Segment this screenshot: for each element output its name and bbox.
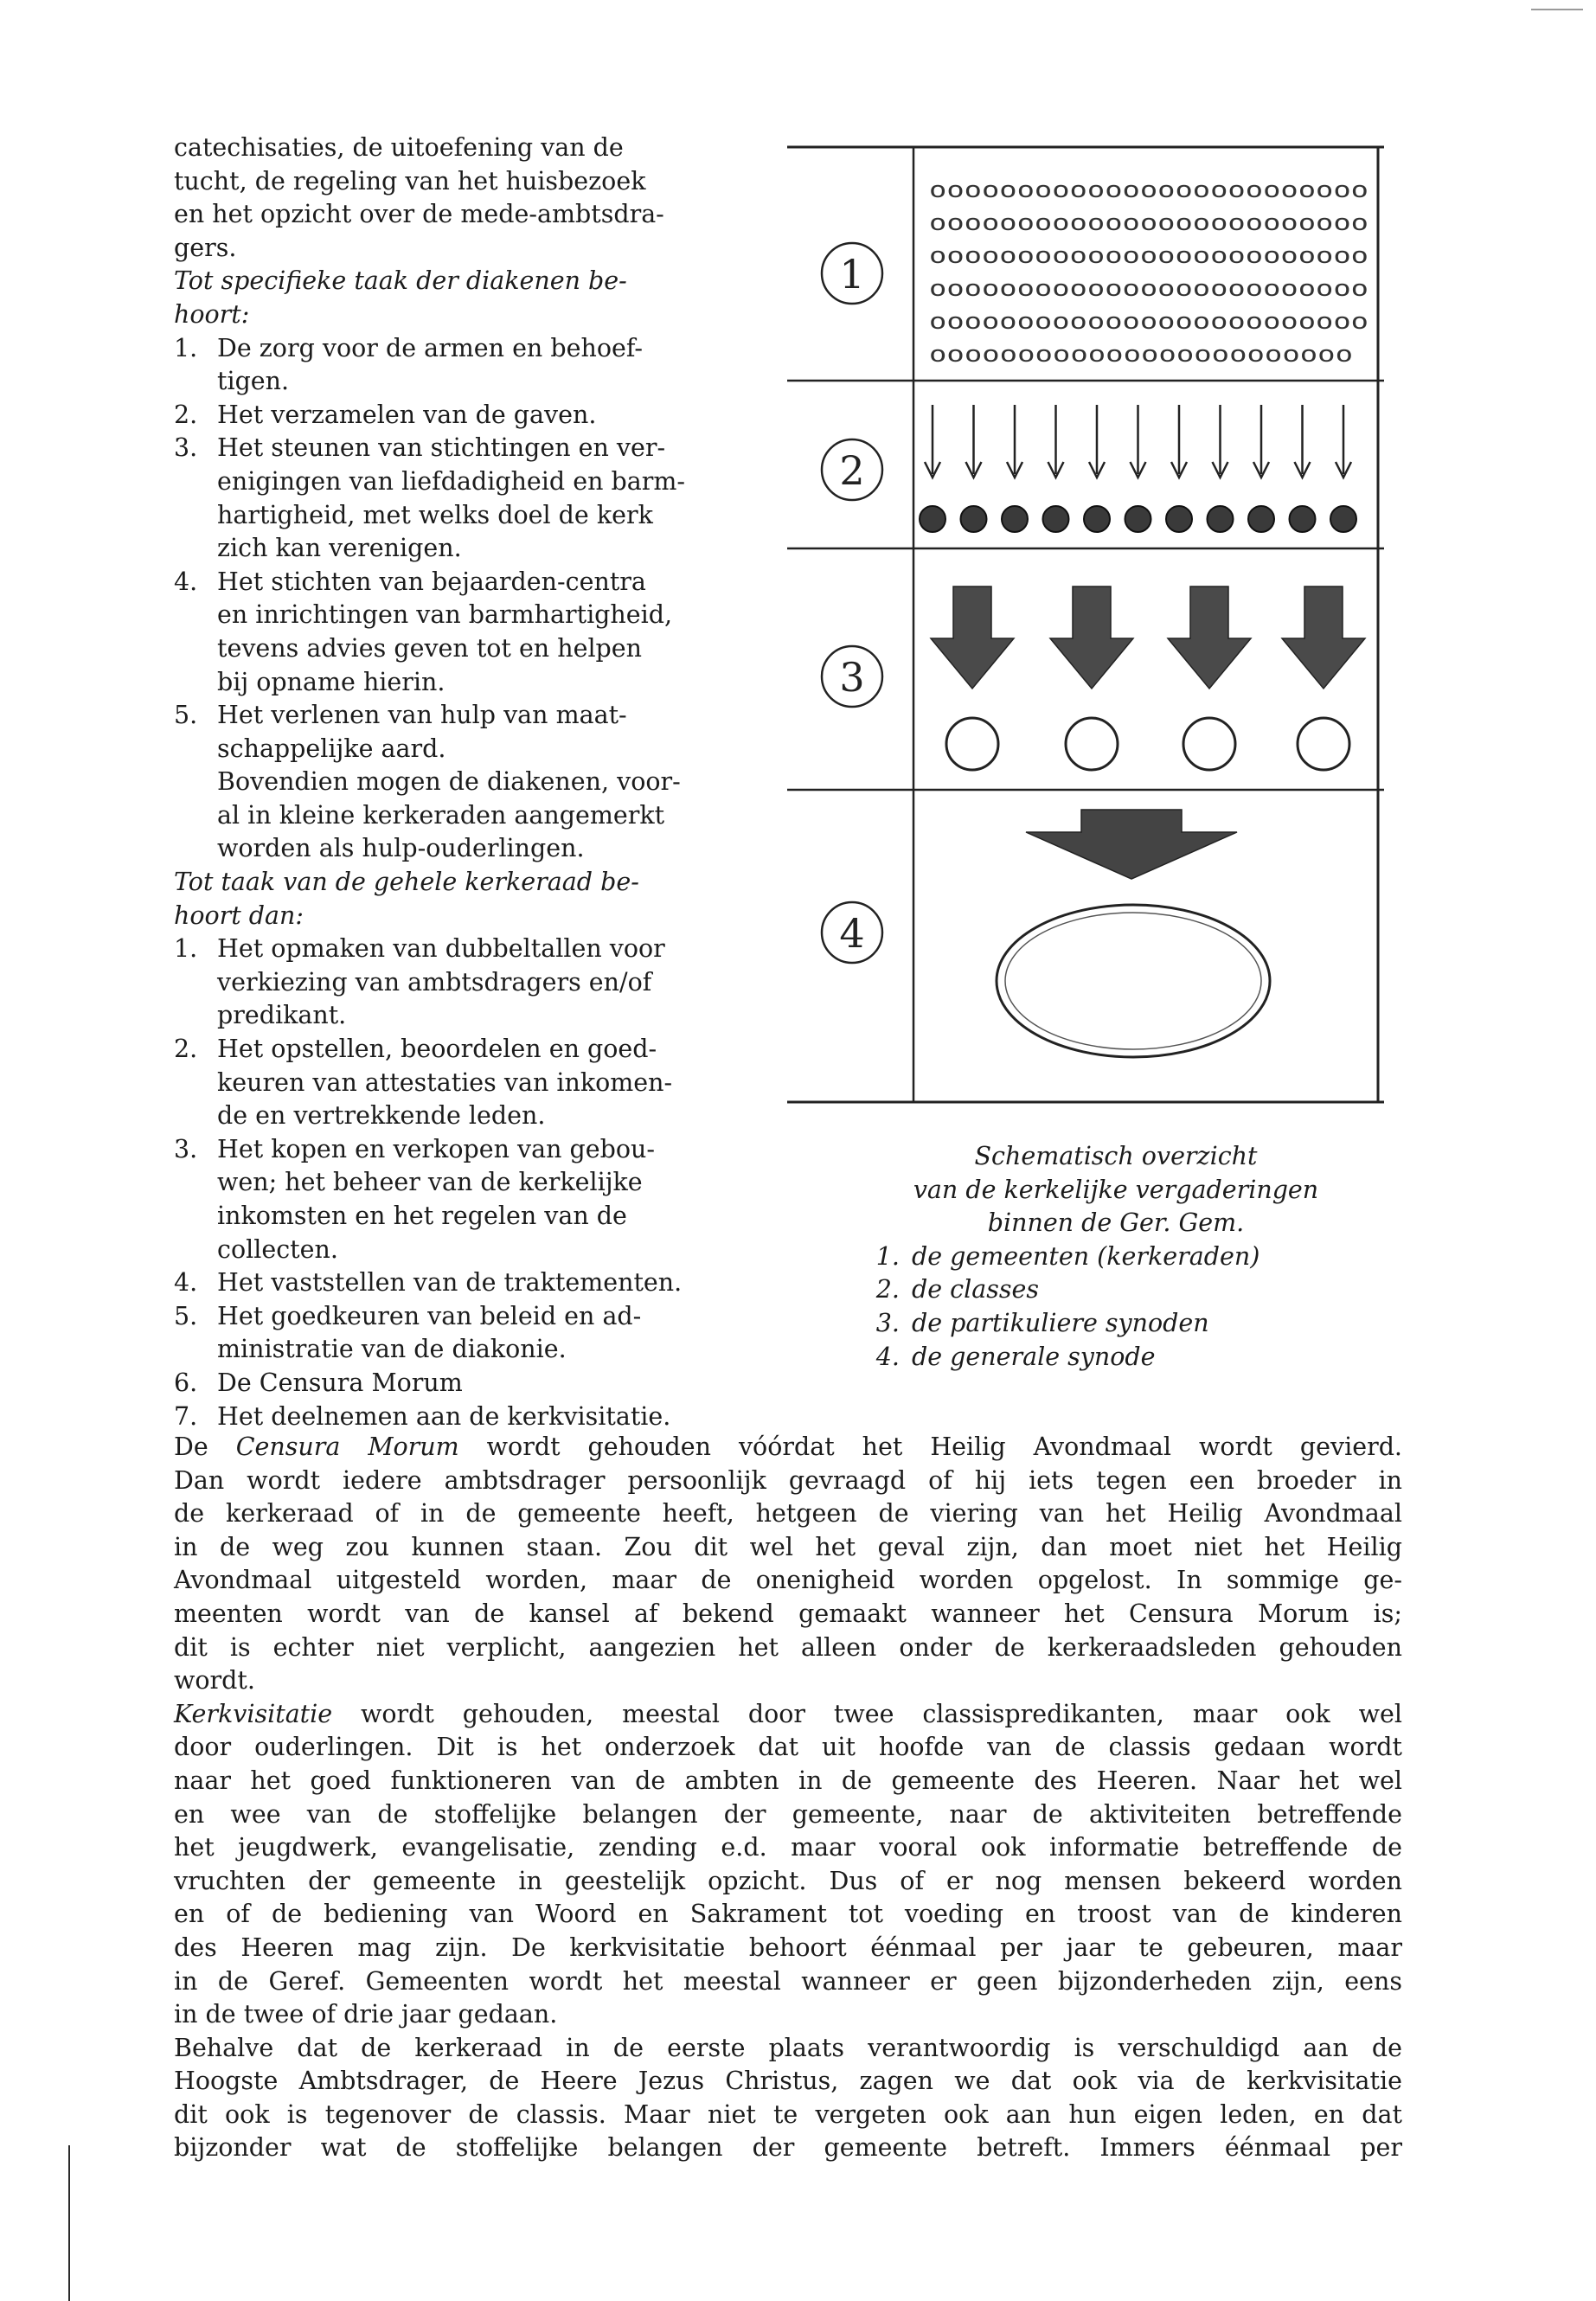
members-row: ooooooooooooooooooooooooo [929,177,1368,203]
list-text: Het kopen en verkopen van gebou- [217,1134,656,1163]
caption-item-text: de partikuliere synoden [912,1308,1209,1337]
text-line: en het opzicht over de mede-ambtsdra- [174,200,664,229]
list-text: keuren van attestaties van inkomen- [217,1067,673,1097]
list-item [174,1367,762,1400]
list-text: schappelijke aard. [217,734,446,763]
delegate-dot [1002,506,1028,532]
list-text: verkiezing van ambtsdragers en/of [217,967,652,997]
text-line: in de weg zou kunnen staan. Zou dit wel het geval zijn, dan moet niet het Heilig [174,1532,1402,1561]
caption-title: van de kerkelijke vergaderingen [913,1175,1319,1204]
list-text: Het opmaken van dubbeltallen voor [217,934,665,964]
classis-circle [1183,718,1235,770]
kerkeraad-heading: hoort dan: [174,901,304,930]
row-label-2 [822,439,882,500]
block-arrow [1168,586,1251,689]
list-item [174,432,762,465]
synod-oval [997,905,1270,1057]
list-text: tigen. [217,367,290,396]
diagram-caption [848,1140,1384,1374]
list-text: ministratie van de diakonie. [217,1335,567,1364]
scan-margin-line [68,2145,70,2301]
row-label-3 [822,646,882,707]
diakenen-heading: Tot specifieke taak der diakenen be- [174,266,627,296]
row-label-number: 3 [839,654,865,701]
row-label-number: 1 [839,251,865,298]
delegate-dot [1166,506,1192,532]
list-text: en inrichtingen van barmhartigheid, [217,600,673,630]
list-item [174,1266,762,1300]
list-item [174,699,762,733]
text-line: Behalve dat de kerkeraad in de eerste plaats verantwoordig is verschuldigd aan de [174,2033,1402,2062]
delegate-dot [1208,506,1234,532]
list-item [174,566,762,599]
list-number: 2. [174,400,198,429]
delegate-dot [920,506,945,532]
list-text: Bovendien mogen de diakenen, voor- [217,767,681,797]
diagram-svg [787,145,1384,1106]
classis-circle [946,718,998,770]
list-text: Het goedkeuren van beleid en ad- [217,1301,642,1330]
list-item [174,1133,762,1167]
list-text: Het stichten van bejaarden-centra [217,567,646,596]
list-text: inkomsten en het regelen van de [217,1202,627,1230]
diakenen-heading: hoort: [174,299,250,329]
body-text [174,1431,1402,2165]
members-row: ooooooooooooooooooooooooo [929,243,1368,269]
block-arrow [931,586,1014,689]
list-text: Het verzamelen van de gaven. [217,400,597,429]
list-text: bij opname hierin. [217,667,445,696]
text-line [174,1698,1402,1732]
text-line: bijzonder wat de stoffelijke belangen der gemeente betreft. Immers éénmaal per [174,2133,1402,2163]
members-row: ooooooooooooooooooooooooo [929,276,1368,302]
list-text: Het vaststellen van de traktementen. [217,1268,683,1298]
caption-item [848,1273,1384,1307]
text-line: dit ook is tegenover de classis. Maar niet te vergeten ook aan hun eigen leden, en dat [174,2099,1402,2129]
text-line: wordt. [174,1666,255,1695]
caption-item [848,1240,1384,1274]
list-text: De Censura Morum [217,1368,463,1397]
text-line: Avondmaal uitgesteld worden, maar de onenigheid worden opgelost. In sommige ge- [174,1566,1402,1595]
classis-circle [1298,718,1349,770]
list-item [174,933,762,966]
list-text: Het verlenen van hulp van maat- [217,701,627,730]
caption-item-number: 4. [875,1342,900,1371]
scan-corner-mark [1531,9,1583,10]
list-number: 2. [174,1035,198,1064]
list-number: 5. [174,701,198,730]
church-assemblies-diagram [787,145,1384,1106]
term-kerkvisitatie: Kerkvisitatie [174,1699,333,1728]
list-number: 3. [174,1134,198,1163]
text-line: catechisaties, de uitoefening van de [174,133,624,162]
text-line: des Heeren mag zijn. De kerkvisitatie behoort éénmaal per jaar te gebeuren, maar [174,1932,1402,1962]
text-line: door ouderlingen. Dit is het onderzoek dat uit hoofde van de classis gedaan wordt [174,1733,1402,1762]
list-text: Het steunen van stichtingen en ver- [217,433,666,463]
text-line: Dan wordt iedere ambtsdrager persoonlijk gevraagd of hij iets tegen een broeder in [174,1465,1402,1495]
caption-item [848,1341,1384,1375]
list-text: zich kan verenigen. [217,534,462,563]
text-line: tucht, de regeling van het huisbezoek [174,166,646,195]
delegate-dot [1248,506,1274,532]
text-line: gers. [174,233,237,262]
list-item [174,1400,762,1434]
text-line [174,1431,1402,1465]
list-number: 4. [174,1268,198,1298]
list-text: De zorg voor de armen en behoef- [217,333,644,362]
list-text: predikant. [217,1001,347,1030]
list-item [174,332,762,366]
list-text: worden als hulp-ouderlingen. [217,834,585,863]
row-label-4 [822,902,882,963]
caption-item-number: 3. [875,1308,900,1337]
list-item [174,399,762,433]
left-column [174,131,762,1433]
block-arrow [1282,586,1365,689]
list-text: hartigheid, met welks doel de kerk [217,500,653,529]
classis-circle [1066,718,1118,770]
text-line: de kerkeraad of in de gemeente heeft, hetgeen de viering van het Heilig Avondmaal [174,1499,1402,1529]
term-censura-morum: Censura Morum [235,1433,459,1461]
list-number: 6. [174,1368,198,1397]
caption-title: binnen de Ger. Gem. [987,1208,1245,1238]
row-label-number: 2 [839,447,865,494]
delegate-dot [1125,506,1151,532]
caption-title: Schematisch overzicht [974,1142,1258,1170]
caption-item-text: de generale synode [912,1342,1156,1371]
text-line: dit is echter niet verplicht, aangezien het alleen onder de kerkeraadsleden gehouden [174,1632,1402,1662]
kerkeraad-heading: Tot taak van de gehele kerkeraad be- [174,868,639,897]
text-line: in de Geref. Gemeenten wordt het meestal wanneer er geen bijzonderheden zijn, eens [174,1966,1402,1996]
text-line: Hoogste Ambtsdrager, de Heere Jezus Christus, zagen we dat ook via de kerkvisitatie [174,2067,1402,2096]
caption-item-text: de classes [912,1275,1039,1304]
list-number: 1. [174,333,198,362]
list-text: wen; het beheer van de kerkelijke [217,1168,643,1197]
list-number: 4. [174,567,198,596]
list-text: tevens advies geven tot en helpen [217,633,643,663]
delegate-dot [961,506,987,532]
text-line: en of de bediening van Woord en Sakrament tot voeding en troost van de kinderen [174,1900,1402,1929]
classis-arrows [931,586,1365,770]
text-line: in de twee of drie jaar gedaan. [174,2000,558,2029]
delegate-dot [1330,506,1356,532]
list-number: 5. [174,1301,198,1330]
synod-arrow [1026,810,1237,879]
caption-item-number: 1. [875,1241,900,1271]
members-pattern [929,177,1368,368]
row-label-number: 4 [839,910,865,957]
list-item [174,1300,762,1334]
delegates-arrows [920,405,1356,532]
text-line: naar het goed funktioneren van de ambten in de gemeente des Heeren. Naar het wel [174,1766,1402,1795]
list-number: 7. [174,1401,198,1431]
members-row: ooooooooooooooooooooooooo [929,309,1368,335]
list-number: 1. [174,934,198,964]
list-text: de en vertrekkende leden. [217,1101,546,1131]
list-text: al in kleine kerkeraden aangemerkt [217,800,665,830]
list-text: enigingen van liefdadigheid en barm- [217,466,685,496]
list-text: Het opstellen, beoordelen en goed- [217,1035,657,1064]
text-span: wordt gehouden vóórdat het Heilig Avondmaal wordt gevierd. [458,1433,1402,1461]
list-number: 3. [174,433,198,463]
text-span: wordt gehouden, meestal door twee classispredikanten, maar ook wel [332,1699,1402,1728]
list-text: collecten. [217,1234,338,1264]
caption-item-number: 2. [875,1275,900,1304]
members-row: ooooooooooooooooooooooooo [929,210,1368,236]
text-line: vruchten der gemeente in geestelijk opzicht. Dus of er nog mensen bekeerd worden [174,1866,1402,1895]
text-line: en wee van de stoffelijke belangen der gemeente, naar de aktiviteiten betreffende [174,1799,1402,1829]
text-line: het jeugdwerk, evangelisatie, zending e.d. maar vooral ook informatie betreffende de [174,1833,1402,1862]
list-item [174,1033,762,1067]
text-line: meenten wordt van de kansel af bekend gemaakt wanneer het Censura Morum is; [174,1599,1402,1628]
block-arrow [1050,586,1133,689]
caption-item [848,1307,1384,1341]
caption-item-text: de gemeenten (kerkeraden) [912,1241,1260,1271]
delegate-dot [1043,506,1069,532]
row-label-1 [822,243,882,304]
delegate-dot [1084,506,1110,532]
list-text: Het deelnemen aan de kerkvisitatie. [217,1401,671,1431]
text-span: De [174,1433,236,1461]
delegate-dot [1290,506,1316,532]
members-row: oooooooooooooooooooooooo [929,342,1353,368]
